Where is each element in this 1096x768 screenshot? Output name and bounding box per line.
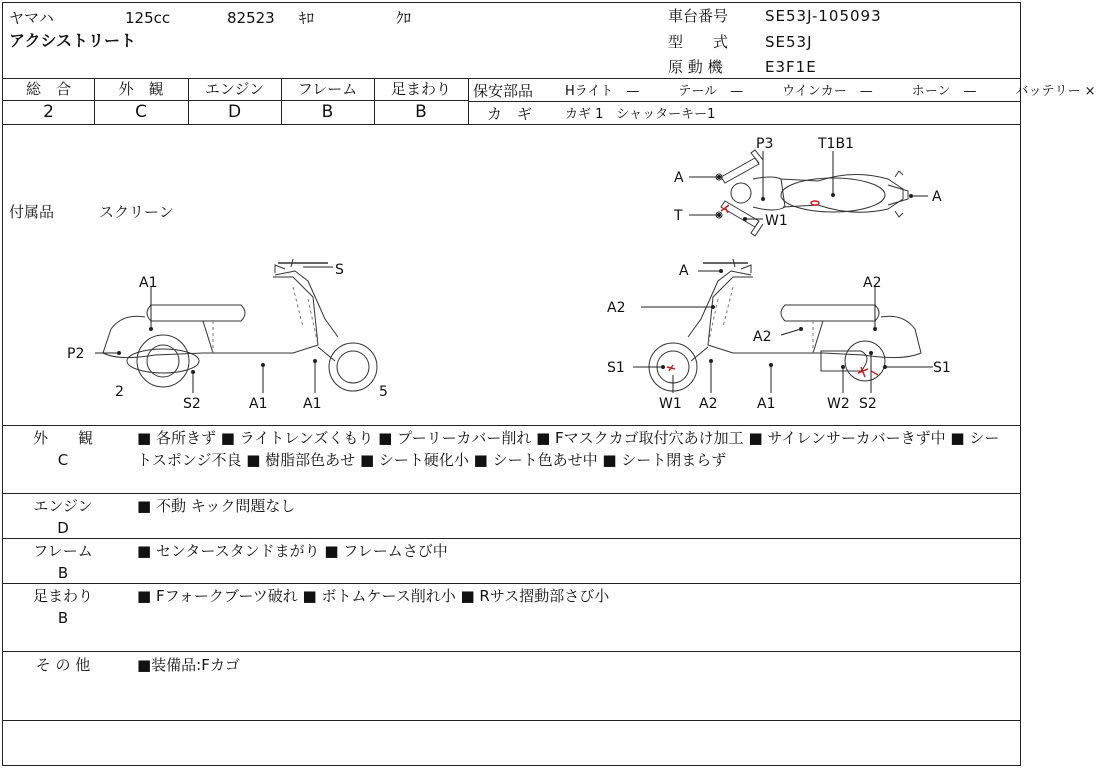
frame-no: SE53J-105093 [765,7,882,25]
grade-suspension-label: 足まわり [390,80,451,98]
model-label: 型 式 [668,33,729,51]
left-side-diagram [63,257,403,417]
engine-code: E3F1E [765,58,817,76]
color: ｸﾛ [396,9,412,27]
grade-frame-value: B [321,102,334,122]
model-name: アクシストリート [9,31,137,50]
model-code: SE53J [765,33,813,51]
grade-frame-label: フレーム [297,80,358,98]
left-label-5: 5 [379,384,388,400]
top-label-a-left: A [674,170,684,186]
left-label-s2: S2 [183,396,201,412]
safety-label: 保安部品 [473,82,534,100]
grade-overall-value: 2 [43,102,54,122]
section-exterior-grade: C [57,451,69,469]
top-label-p3: P3 [756,136,774,152]
grade-suspension-value: B [415,102,427,122]
top-label-a-right: A [932,189,942,205]
right-label-a: A [679,263,689,279]
section-suspension-text: ■ Fフォークブーツ破れ ■ ボトムケース削れ小 ■ Rサス摺動部さび小 [137,587,610,605]
top-label-w1: W1 [765,213,788,229]
engine-label: 原 動 機 [668,58,723,76]
maker: ヤマハ [9,9,54,27]
right-side-diagram [603,257,963,417]
section-suspension-label: 足まわり [32,587,93,605]
right-label-a1-b: A1 [757,396,776,412]
right-label-a2-top: A2 [863,275,882,291]
grade-exterior-value: C [135,102,147,122]
section-frame-grade: B [57,564,69,582]
safety-items: Hライト — テール — ウインカー — ホーン — バッテリー × [565,84,1096,99]
right-label-w2: W2 [827,396,850,412]
section-engine-grade: D [57,519,69,537]
section-engine-text: ■ 不動 キック問題なし [137,497,296,515]
color-code: ｷﾛ [299,9,315,27]
section-other-label: そ の 他 [35,656,91,674]
right-label-a2-mid: A2 [753,329,772,345]
key-label: カ ギ [487,105,533,123]
right-label-s1-left: S1 [607,360,625,376]
left-label-p2: P2 [67,346,85,362]
inspection-sheet [2,2,1096,766]
lot-number: 82523 [227,9,275,27]
key-value: カギ 1 シャッターキー1 [565,107,716,122]
section-exterior-label: 外 観 [32,429,93,447]
left-label-a1-b2: A1 [303,396,322,412]
right-label-s2: S2 [859,396,877,412]
right-label-s1-right: S1 [933,360,951,376]
section-other-text: ■装備品:Fカゴ [137,656,240,674]
section-suspension-grade: B [57,609,69,627]
accessories-value: スクリーン [99,203,174,221]
grade-exterior-label: 外 観 [118,80,164,98]
section-frame-text: ■ センタースタンドまがり ■ フレームさび中 [137,542,448,560]
frame-no-label: 車台番号 [668,7,729,25]
left-label-a1-seat: A1 [139,275,158,291]
right-label-w1: W1 [659,396,682,412]
section-engine-label: エンジン [33,497,93,515]
grade-overall-label: 総 合 [25,80,71,98]
top-view-diagram [663,129,963,244]
grade-engine-value: D [227,102,242,122]
displacement: 125cc [125,9,171,27]
top-label-t: T [674,208,683,224]
right-label-a2-left: A2 [607,300,626,316]
left-label-a1-b1: A1 [249,396,268,412]
section-exterior-text: ■ 各所きず ■ ライトレンズくもり ■ プーリーカバー削れ ■ Fマスクカゴ取付穴あけ加工 ■ サイレンサーカバーきず中 ■ シートスポンジ不良 ■ 樹脂部色あせ ■ シート硬化小 ■ シート色あせ中 ■ シート閉まらず [137,429,1000,469]
left-label-2: 2 [115,384,124,400]
accessories-label: 付属品 [9,203,55,221]
grade-engine-label: エンジン [204,80,265,98]
right-label-a2-b: A2 [699,396,718,412]
section-frame-label: フレーム [33,542,93,560]
left-label-s: S [335,262,344,278]
top-label-t1b1: T1B1 [818,136,854,152]
